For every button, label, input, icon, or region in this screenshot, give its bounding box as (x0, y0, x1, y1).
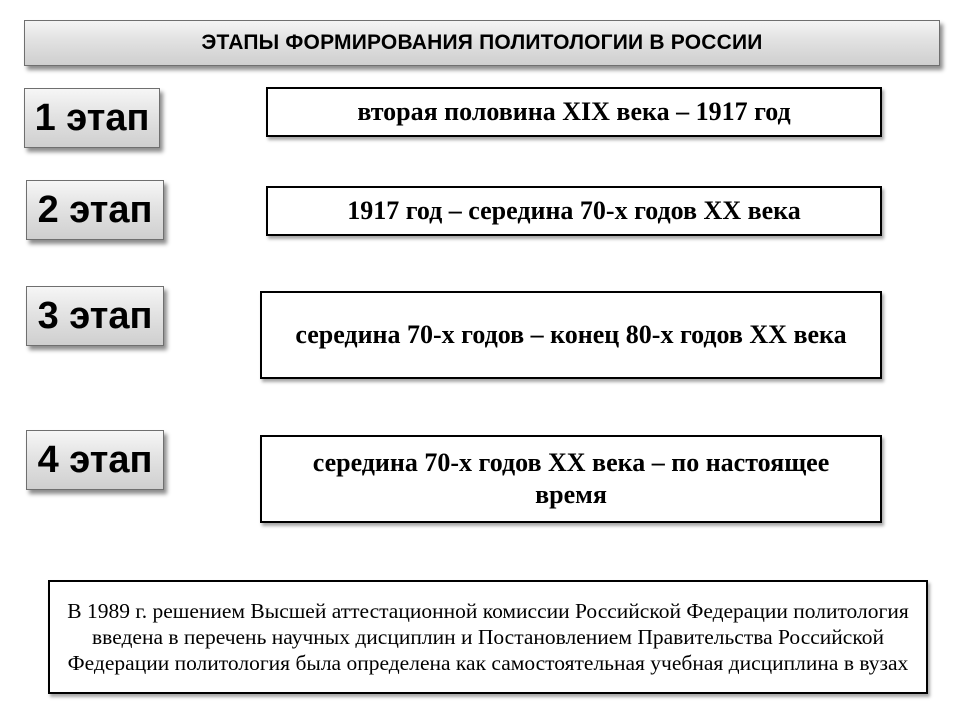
stage-1-label: 1 этап (24, 88, 160, 148)
footnote-box: В 1989 г. решением Высшей аттестационной комиссии Российской Федерации политология введена в перечень научных дисциплин и Постановлением Правительства Российской Федерации политология была определена как самостоятельная учебная дисциплина в вузах (48, 580, 928, 694)
stage-4-label: 4 этап (26, 430, 164, 490)
stage-3-period: середина 70-х годов – конец 80-х годов XX века (260, 291, 882, 379)
stage-3-label: 3 этап (26, 286, 164, 346)
stage-4-period: середина 70-х годов XX века – по настоящее время (260, 435, 882, 523)
stage-2-label: 2 этап (26, 180, 164, 240)
stage-2-period: 1917 год – середина 70-х годов XX века (266, 186, 882, 236)
stage-1-period: вторая половина XIX века – 1917 год (266, 87, 882, 137)
page-title: ЭТАПЫ ФОРМИРОВАНИЯ ПОЛИТОЛОГИИ В РОССИИ (24, 20, 940, 66)
